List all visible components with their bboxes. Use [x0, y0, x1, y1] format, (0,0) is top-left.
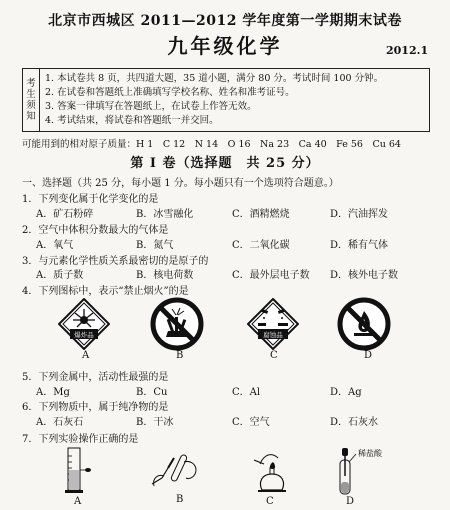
note-item: 3. 答案一律填写在答题纸上，在试卷上作答无效。 — [45, 101, 257, 112]
q4-label-d: D — [364, 350, 373, 361]
q3-option-c: C．最外层电子数 — [232, 270, 310, 281]
q1-option-a: A．矿石粉碎 — [36, 209, 94, 220]
question-6-stem: 6．下列物质中，属于纯净物的是 — [22, 402, 169, 413]
q2-option-d: D．稀有气体 — [330, 240, 389, 251]
q3-option-a: A．质子数 — [36, 270, 84, 281]
graduated-cylinder-icon — [62, 446, 94, 496]
dropper-test-tube-icon — [336, 446, 396, 498]
q6-option-a: A．石灰石 — [36, 417, 84, 428]
alcohol-lamp-icon — [250, 448, 292, 494]
q1-option-b: B．冰雪融化 — [136, 209, 194, 220]
dropper-reagent-label: 稀盐酸 — [358, 449, 382, 458]
section-title: 第 I 卷（选择题 共 25 分） — [130, 156, 320, 171]
q1-option-d: D．汽油挥发 — [330, 209, 389, 220]
q1-option-c: C．酒精燃烧 — [232, 209, 290, 220]
note-item: 1. 本试卷共 8 页，共四道大题，35 道小题，满分 80 分。考试时间 100 分钟。 — [45, 73, 384, 84]
q3-option-d: D．核外电子数 — [330, 270, 399, 281]
no-smoking-fire-sign-icon — [337, 297, 391, 351]
q4-label-c: C — [270, 350, 278, 361]
note-item: 4. 考试结束，将试卷和答题纸一并交回。 — [45, 115, 219, 126]
question-1-stem: 1．下列变化属于化学变化的是 — [22, 194, 159, 205]
question-3-stem: 3．与元素化学性质关系最密切的是原子的 — [22, 256, 209, 267]
q5-option-d: D．Ag — [330, 387, 362, 398]
exam-subject: 九年级化学 — [167, 34, 283, 58]
notes-list — [45, 72, 383, 128]
q7-label-a: A — [74, 496, 82, 507]
corrosive-sign-text: 腐蚀品 — [263, 331, 283, 339]
q5-option-c: C．Al — [232, 387, 261, 398]
explosive-sign-text: 爆炸品 — [74, 331, 94, 339]
q6-option-b: B．干冰 — [136, 417, 174, 428]
exam-date: 2012.1 — [386, 44, 429, 57]
q6-option-d: D．石灰水 — [330, 417, 379, 428]
question-5-stem: 5．下列金属中，活动性最强的是 — [22, 372, 169, 383]
q6-option-c: C．空气 — [232, 417, 270, 428]
question-7-stem: 7．下列实验操作正确的是 — [22, 434, 139, 445]
q5-option-b: B．Cu — [136, 387, 168, 398]
question-2-stem: 2．空气中体积分数最大的气体是 — [22, 225, 169, 236]
explosive-sign-icon — [58, 298, 110, 350]
note-item: 2. 在试卷和答题纸上准确填写学校名称、姓名和准考证号。 — [45, 87, 295, 98]
q5-option-a: A．Mg — [36, 387, 70, 398]
q2-option-b: B．氮气 — [136, 240, 174, 251]
corrosive-sign-icon — [247, 298, 299, 350]
no-fireworks-sign-icon — [150, 297, 204, 351]
q7-label-d: D — [346, 496, 355, 507]
q3-option-b: B．核电荷数 — [136, 270, 194, 281]
question-4-stem: 4．下列图标中，表示“禁止烟火”的是 — [22, 286, 189, 297]
pouring-liquid-icon — [148, 448, 200, 492]
atomic-masses: 可能用到的相对原子质量：H 1 C 12 N 14 O 16 Na 23 Ca 40 Fe 56 Cu 64 — [22, 139, 401, 150]
q2-option-a: A．氧气 — [36, 240, 74, 251]
q7-label-c: C — [266, 496, 274, 507]
q2-option-c: C．二氧化碳 — [232, 240, 290, 251]
q4-label-b: B — [176, 350, 184, 361]
notes-label: 考 生 须 知 — [23, 69, 40, 131]
candidate-notes-box — [22, 68, 430, 132]
q4-label-a: A — [82, 350, 90, 361]
q7-label-b: B — [176, 494, 184, 505]
section-instruction: 一、选择题（共 25 分，每小题 1 分。每小题只有一个选项符合题意。） — [22, 178, 339, 189]
exam-title: 北京市西城区 2011—2012 学年度第一学期期末试卷 — [48, 13, 402, 29]
